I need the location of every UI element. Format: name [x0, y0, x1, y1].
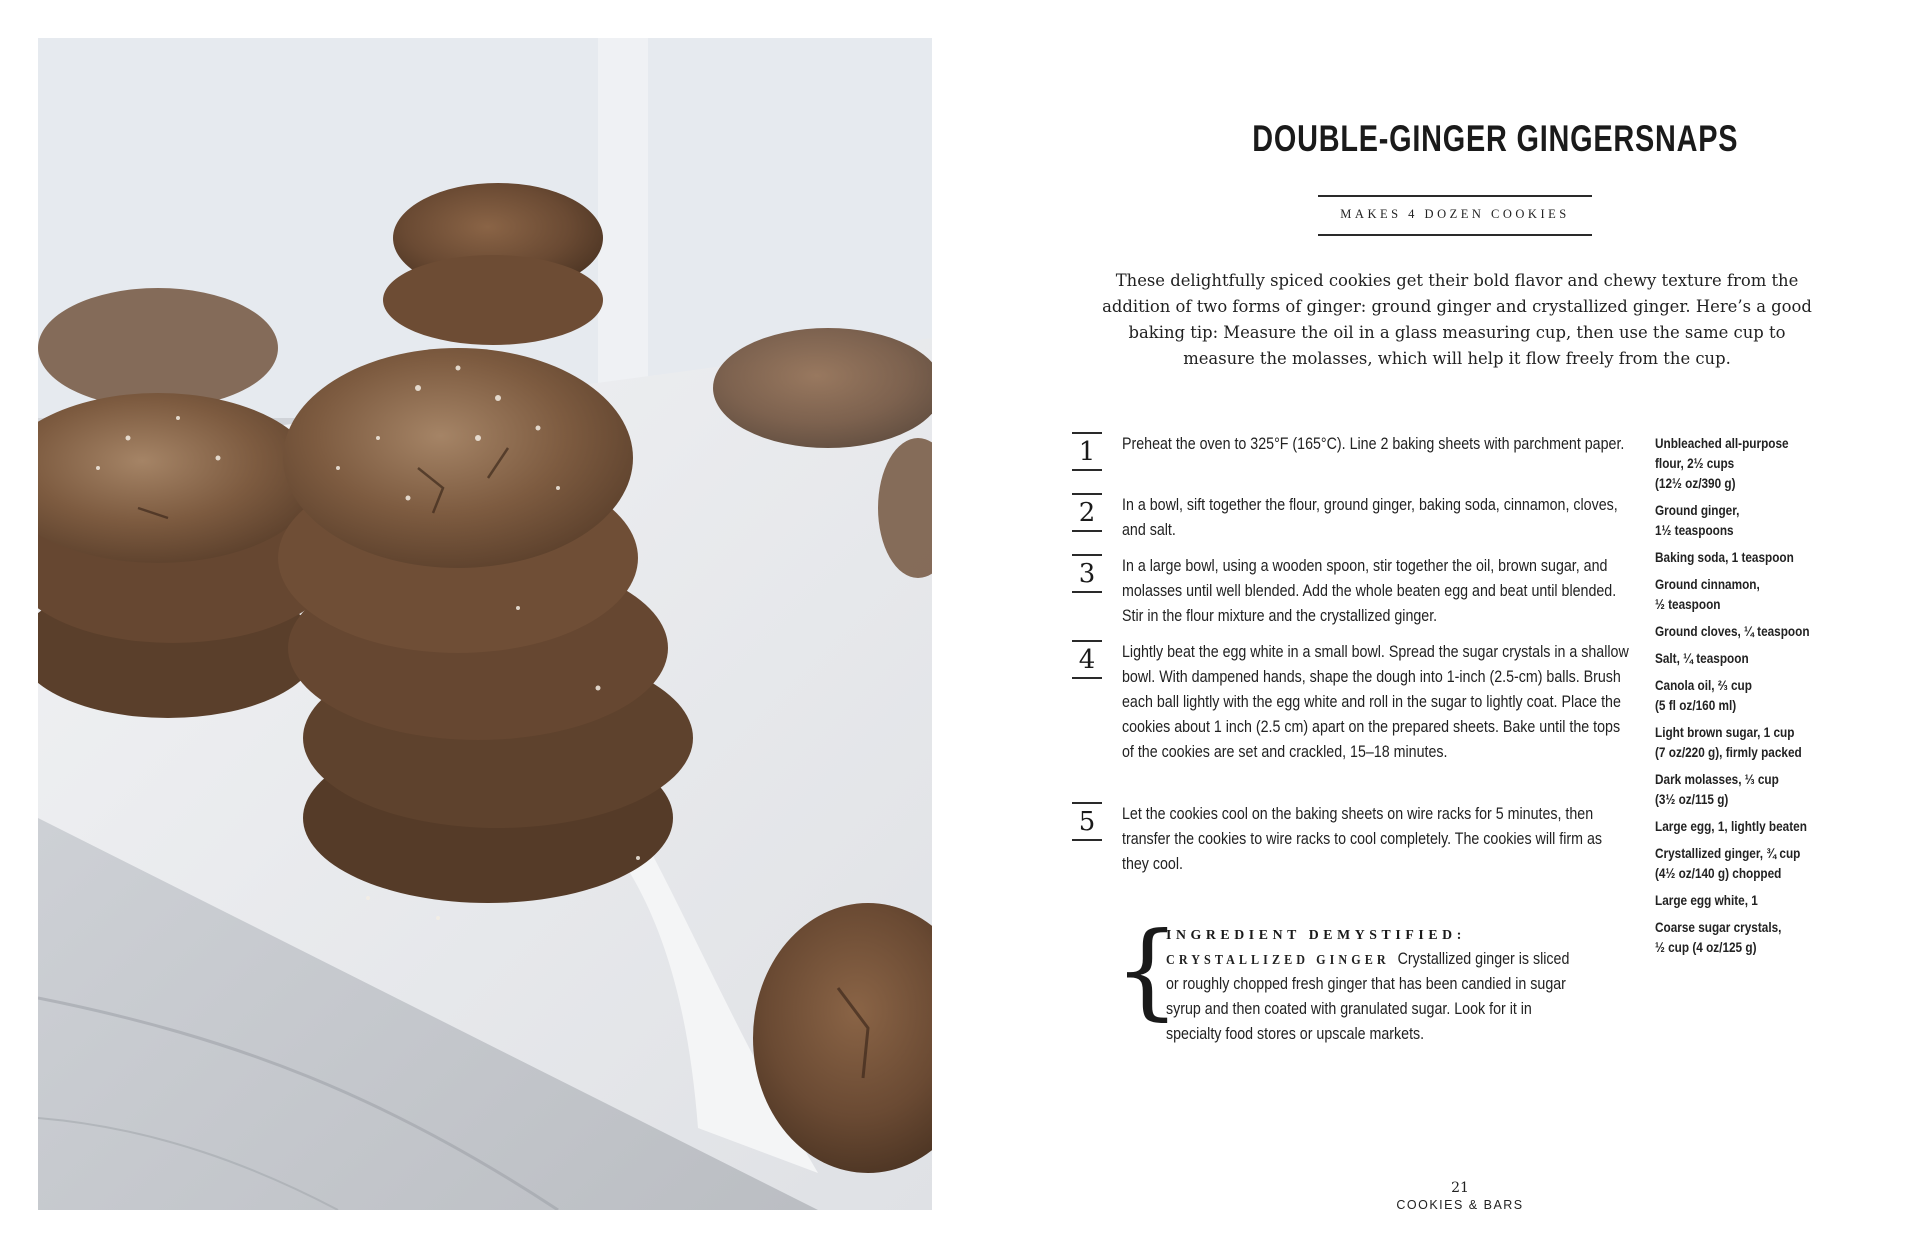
- recipe-title: DOUBLE-GINGER GINGERSNAPS: [1252, 118, 1739, 159]
- yield-top-rule: [1318, 195, 1592, 197]
- ingredient-item: Canola oil, ⅔ cup (5 fl oz/160 ml): [1655, 678, 1752, 713]
- page-number: 21: [1451, 1180, 1469, 1196]
- ingredient-item: Large egg white, 1: [1655, 893, 1758, 908]
- recipe-intro: These delightfully spiced cookies get their bold flavor and chewy texture from the addition of two forms of ginger: ground ginger and crystallized ginger. Here’s a good baking tip: Measure the oil in a glass measuring cup, then use the same cup to measure the molasses, which will help it flow freely from the cup.: [1102, 271, 1812, 368]
- ingredient-item: Salt, ¼ teaspoon: [1655, 651, 1749, 666]
- ingredient-item: Light brown sugar, 1 cup (7 oz/220 g), firmly packed: [1655, 725, 1802, 760]
- recipe-yield: MAKES 4 DOZEN COOKIES: [1340, 207, 1570, 221]
- step-number: 3: [1072, 554, 1102, 593]
- ingredient-item: Dark molasses, ⅓ cup (3½ oz/115 g): [1655, 772, 1779, 807]
- step-number: 1: [1072, 432, 1102, 471]
- ingredient-item: Ground cinnamon, ½ teaspoon: [1655, 577, 1760, 612]
- step-number: 2: [1072, 493, 1102, 532]
- step-number: 5: [1072, 802, 1102, 841]
- ingredient-item: Ground cloves, ¼ teaspoon: [1655, 624, 1810, 639]
- section-name: COOKIES & BARS: [1396, 1198, 1524, 1212]
- step-number: 4: [1072, 640, 1102, 679]
- step-text: Lightly beat the egg white in a small bowl. Spread the sugar crystals in a shallow bowl. With dampened hands, shape the dough into 1-inch (2.5-cm) balls. Brush each ball lightly with the egg white and roll in the sugar to lightly coat. Place the cookies about 1 inch (2.5 cm) apart on the prepared sheets. Bake until the tops of the cookies are set and crackled, 15–18 minutes.: [1122, 643, 1629, 761]
- note-heading: INGREDIENT DEMYSTIFIED:: [1166, 927, 1466, 942]
- note-text: [1166, 947, 1580, 1047]
- ingredient-item: Crystallized ginger, ¾ cup (4½ oz/140 g) chopped: [1655, 846, 1801, 881]
- yield-bottom-rule: [1318, 234, 1592, 236]
- ingredient-item: Coarse sugar crystals, ½ cup (4 oz/125 g): [1655, 920, 1782, 955]
- ingredient-item: Large egg, 1, lightly beaten: [1655, 819, 1807, 834]
- note-brace-icon: {: [1114, 909, 1181, 1031]
- step-text: Preheat the oven to 325°F (165°C). Line 2 baking sheets with parchment paper.: [1122, 435, 1625, 453]
- step-text: In a bowl, sift together the flour, ground ginger, baking soda, cinnamon, cloves, and salt.: [1122, 496, 1618, 539]
- step-text: Let the cookies cool on the baking sheets on wire racks for 5 minutes, then transfer the cookies to wire racks to cool completely. The cookies will firm as they cool.: [1122, 805, 1603, 873]
- ingredient-list: [1655, 434, 1895, 965]
- ingredient-item: Baking soda, 1 teaspoon: [1655, 550, 1794, 565]
- step-text: In a large bowl, using a wooden spoon, stir together the oil, brown sugar, and molasses until well blended. Add the whole beaten egg and beat until blended. Stir in the flour mixture and the crystallized ginger.: [1122, 557, 1617, 625]
- cookie-photo: [38, 38, 932, 1210]
- note-subheading: CRYSTALLIZED GINGER: [1166, 952, 1390, 967]
- ingredient-item: Unbleached all-purpose flour, 2½ cups (12½ oz/390 g): [1655, 436, 1789, 491]
- note-body: Crystallized ginger is sliced or roughly chopped fresh ginger that has been candied in sugar syrup and then coated with granulated sugar. Look for it in specialty food stores or upscale markets.: [1166, 950, 1570, 1043]
- gingersnap-stack-illustration: [38, 38, 932, 1210]
- ingredient-item: Ground ginger, 1½ teaspoons: [1655, 503, 1740, 538]
